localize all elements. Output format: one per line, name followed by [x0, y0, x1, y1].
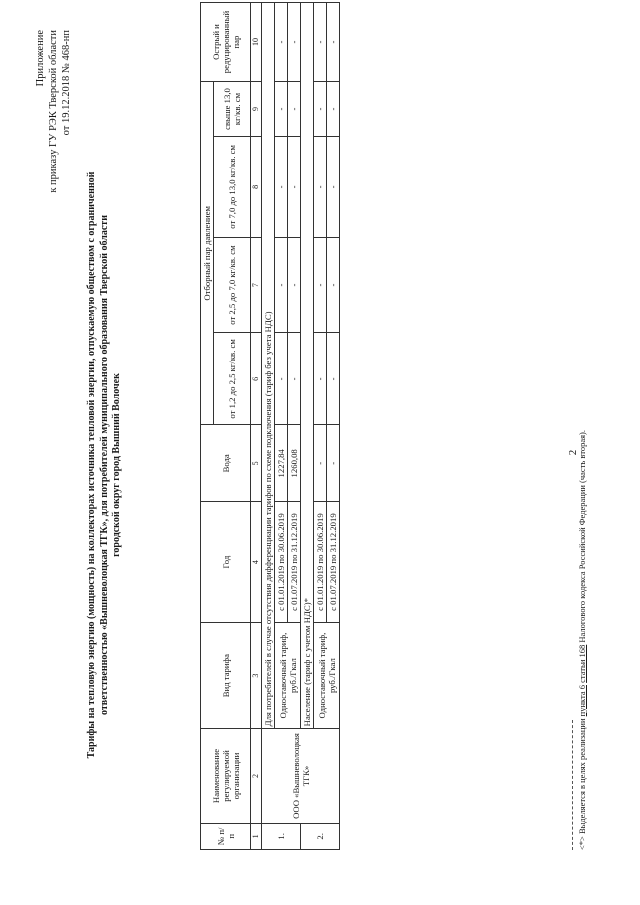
water-value: 1260,08	[288, 425, 301, 502]
header-steam-2: от 2,5 до 7,0 кг/кв. см	[214, 237, 251, 332]
steam-value: -	[327, 136, 340, 237]
footnote	[577, 430, 587, 850]
title-line-2: ответственностью «Вышневолоцкая ТГК», для потребителей муниципального образования Тверской области	[98, 215, 110, 715]
table-row	[314, 3, 327, 850]
water-value: -	[314, 425, 327, 502]
title-line-3: городской округ город Вышний Волочек	[111, 373, 122, 557]
document-title	[86, 145, 124, 785]
header-steam-4: свыше 13,0 кг/кв. см	[214, 82, 251, 137]
footnote-prefix: <*> Выделяется в целях реализации	[577, 718, 587, 850]
col-number: 4	[251, 502, 262, 623]
section-label: Для потребителей в случае отсутствия дифференциации тарифов по схеме подключения (тариф без учета НДС)	[262, 3, 275, 729]
appendix-line-2: к приказу ГУ РЭК Тверской области	[48, 30, 59, 193]
steam-value: -	[275, 82, 288, 137]
footnote-separator	[572, 720, 573, 850]
appendix-line-3: от 19.12.2018 № 468-нп	[61, 30, 72, 136]
footnote-link-article[interactable]: статьи 168	[577, 644, 587, 683]
col-number: 5	[251, 425, 262, 502]
col-number: 3	[251, 622, 262, 728]
steam-value: -	[314, 237, 327, 332]
col-number: 7	[251, 237, 262, 332]
header-sharp-steam: Острый и редуцированный пар	[201, 3, 251, 82]
col-number: 9	[251, 82, 262, 137]
footnote-suffix: Налогового кодекса Российской Федерации (часть вторая).	[577, 430, 587, 643]
title-line-1: Тарифы на тепловую энергию (мощность) на коллекторах источника тепловой энергии, отпускаемую обществом с ограниченной	[86, 171, 97, 759]
steam-value: -	[275, 237, 288, 332]
header-steam-1: от 1,2 до 2,5 кг/кв. см	[214, 333, 251, 425]
header-org: Наименование регулируемой организации	[201, 729, 251, 823]
header-num: № п/ п	[201, 823, 251, 849]
header-year: Год	[201, 502, 251, 623]
header-steam-3: от 7,0 до 13,0 кг/кв. см	[214, 136, 251, 237]
appendix-header	[34, 30, 73, 193]
steam-value: -	[327, 237, 340, 332]
tariff-type: Одноставочный тариф, руб./Гкал	[275, 622, 301, 728]
steam-value: -	[327, 3, 340, 82]
steam-value: -	[275, 136, 288, 237]
header-water: Вода	[201, 425, 251, 502]
steam-value: -	[275, 3, 288, 82]
col-number: 6	[251, 333, 262, 425]
table-row	[262, 3, 275, 850]
row-number: 2.	[301, 823, 340, 849]
period: с 01.07.2019 по 31.12.2019	[288, 502, 301, 623]
section-label: Население (тариф с учетом НДС)*	[301, 3, 314, 729]
col-number: 8	[251, 136, 262, 237]
steam-value: -	[327, 82, 340, 137]
steam-value: -	[314, 333, 327, 425]
period: с 01.01.2019 по 30.06.2019	[314, 502, 327, 623]
org-name: ООО «Вышневолоцкая ТГК»	[262, 729, 340, 823]
steam-value: -	[314, 82, 327, 137]
period: с 01.01.2019 по 30.06.2019	[275, 502, 288, 623]
footnote-link-clause[interactable]: пункта 6	[577, 685, 587, 717]
column-number-row	[251, 3, 262, 850]
steam-value: -	[288, 82, 301, 137]
water-value: 1227,84	[275, 425, 288, 502]
appendix-line-1: Приложение	[35, 30, 46, 87]
col-number: 1	[251, 823, 262, 849]
steam-value: -	[288, 3, 301, 82]
row-number: 1.	[262, 823, 301, 849]
steam-value: -	[327, 333, 340, 425]
tariff-type: Одноставочный тариф, руб./Гкал	[314, 622, 340, 728]
tariff-table	[200, 2, 340, 850]
steam-value: -	[275, 333, 288, 425]
header-type: Вид тарифа	[201, 622, 251, 728]
col-number: 10	[251, 3, 262, 82]
steam-value: -	[288, 136, 301, 237]
steam-value: -	[288, 333, 301, 425]
table-row	[275, 3, 288, 850]
steam-value: -	[288, 237, 301, 332]
header-steam-group: Отборный пар давлением	[201, 82, 214, 425]
col-number: 2	[251, 729, 262, 823]
water-value: -	[327, 425, 340, 502]
header-row	[201, 3, 214, 850]
period: с 01.07.2019 по 31.12.2019	[327, 502, 340, 623]
table-row	[301, 3, 314, 850]
steam-value: -	[314, 3, 327, 82]
steam-value: -	[314, 136, 327, 237]
page-number: 2	[567, 449, 579, 456]
